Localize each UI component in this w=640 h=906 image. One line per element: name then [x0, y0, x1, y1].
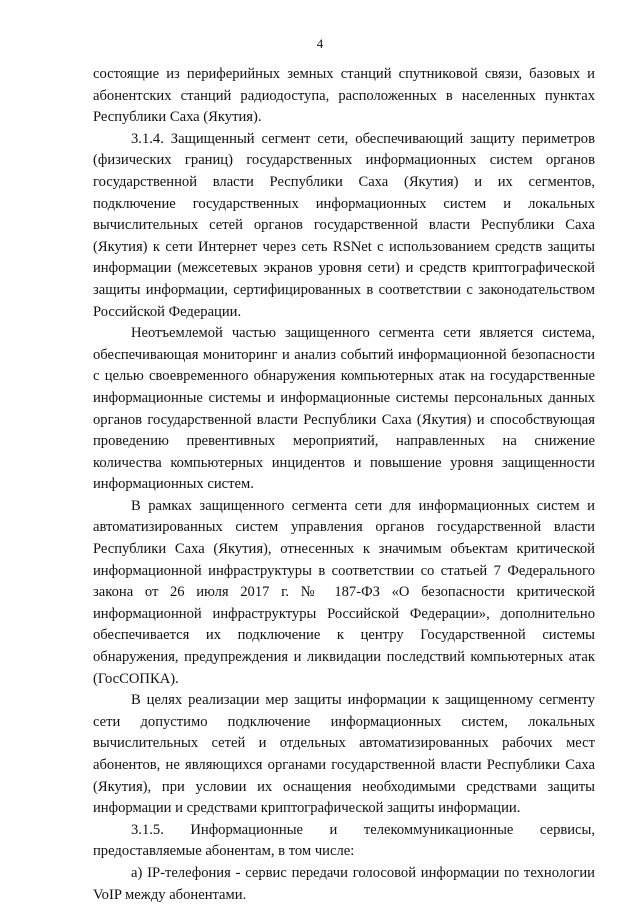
paragraph-connection-conditions: В целях реализации мер защиты информации к защищенному сегменту сети допустимо подключение информационных систем, локальных вычислительных сетей и отдельных автоматизированных рабочих мест абонентов, не являющихся органами государственной власти Республики Саха (Якутия), при условии их оснащения необходимыми средствами защиты информации и средствами криптографической защиты информации.	[93, 692, 595, 817]
paragraph-section-3-1-5: 3.1.5. Информационные и телекоммуникационные сервисы, предоставляемые абонентам, в том числе:	[93, 821, 595, 860]
page-number: 4	[316, 36, 324, 51]
paragraph-section-3-1-4: 3.1.4. Защищенный сегмент сети, обеспечивающий защиту периметров (физических границ) государственных информационных систем органов государственной власти Республики Саха (Якутия) и их сегментов, подключение государственных информационных систем и локальных вычислительных сетей органов государственной власти Республики Саха (Якутия) к сети Интернет через сеть RSNet с использованием средств защиты информации (межсетевых экранов уровня сети) и средств криптографической защиты информации, сертифицированных в соответствии с законодательством Российской Федерации.	[93, 130, 595, 320]
paragraph-monitoring-system: Неотъемлемой частью защищенного сегмента сети является система, обеспечивающая мониторинг и анализ событий информационной безопасности с целью своевременного обнаружения компьютерных атак на государственные информационные системы и информационные системы персональных данных органов государственной власти Республики Саха (Якутия) и способствующая проведению превентивных мероприятий, направленных на снижение количества компьютерных инцидентов и повышение уровня защищенности информационных систем.	[93, 325, 595, 493]
paragraph-critical-infrastructure: В рамках защищенного сегмента сети для информационных систем и автоматизированных систем управления органов государственной власти Республики Саха (Якутия), отнесенных к значимым объектам критической информационной инфраструктуры в соответствии со статьей 7 Федерального закона от 26 июля 2017 г. № 187-ФЗ «О безопасности критической информационной инфраструктуры Российской Федерации», дополнительно обеспечивается их подключение к центру Государственной системы обнаружения, предупреждения и ликвидации последствий компьютерных атак (ГосСОПКА).	[93, 497, 595, 687]
paragraph-ip-telephony: а) IP-телефония - сервис передачи голосовой информации по технологии VoIP между абонентами.	[93, 864, 595, 903]
paragraph-continuation: состоящие из периферийных земных станций спутниковой связи, базовых и абонентских станций радиодоступа, расположенных в населенных пунктах Республики Саха (Якутия).	[93, 66, 595, 126]
document-body	[93, 64, 595, 906]
